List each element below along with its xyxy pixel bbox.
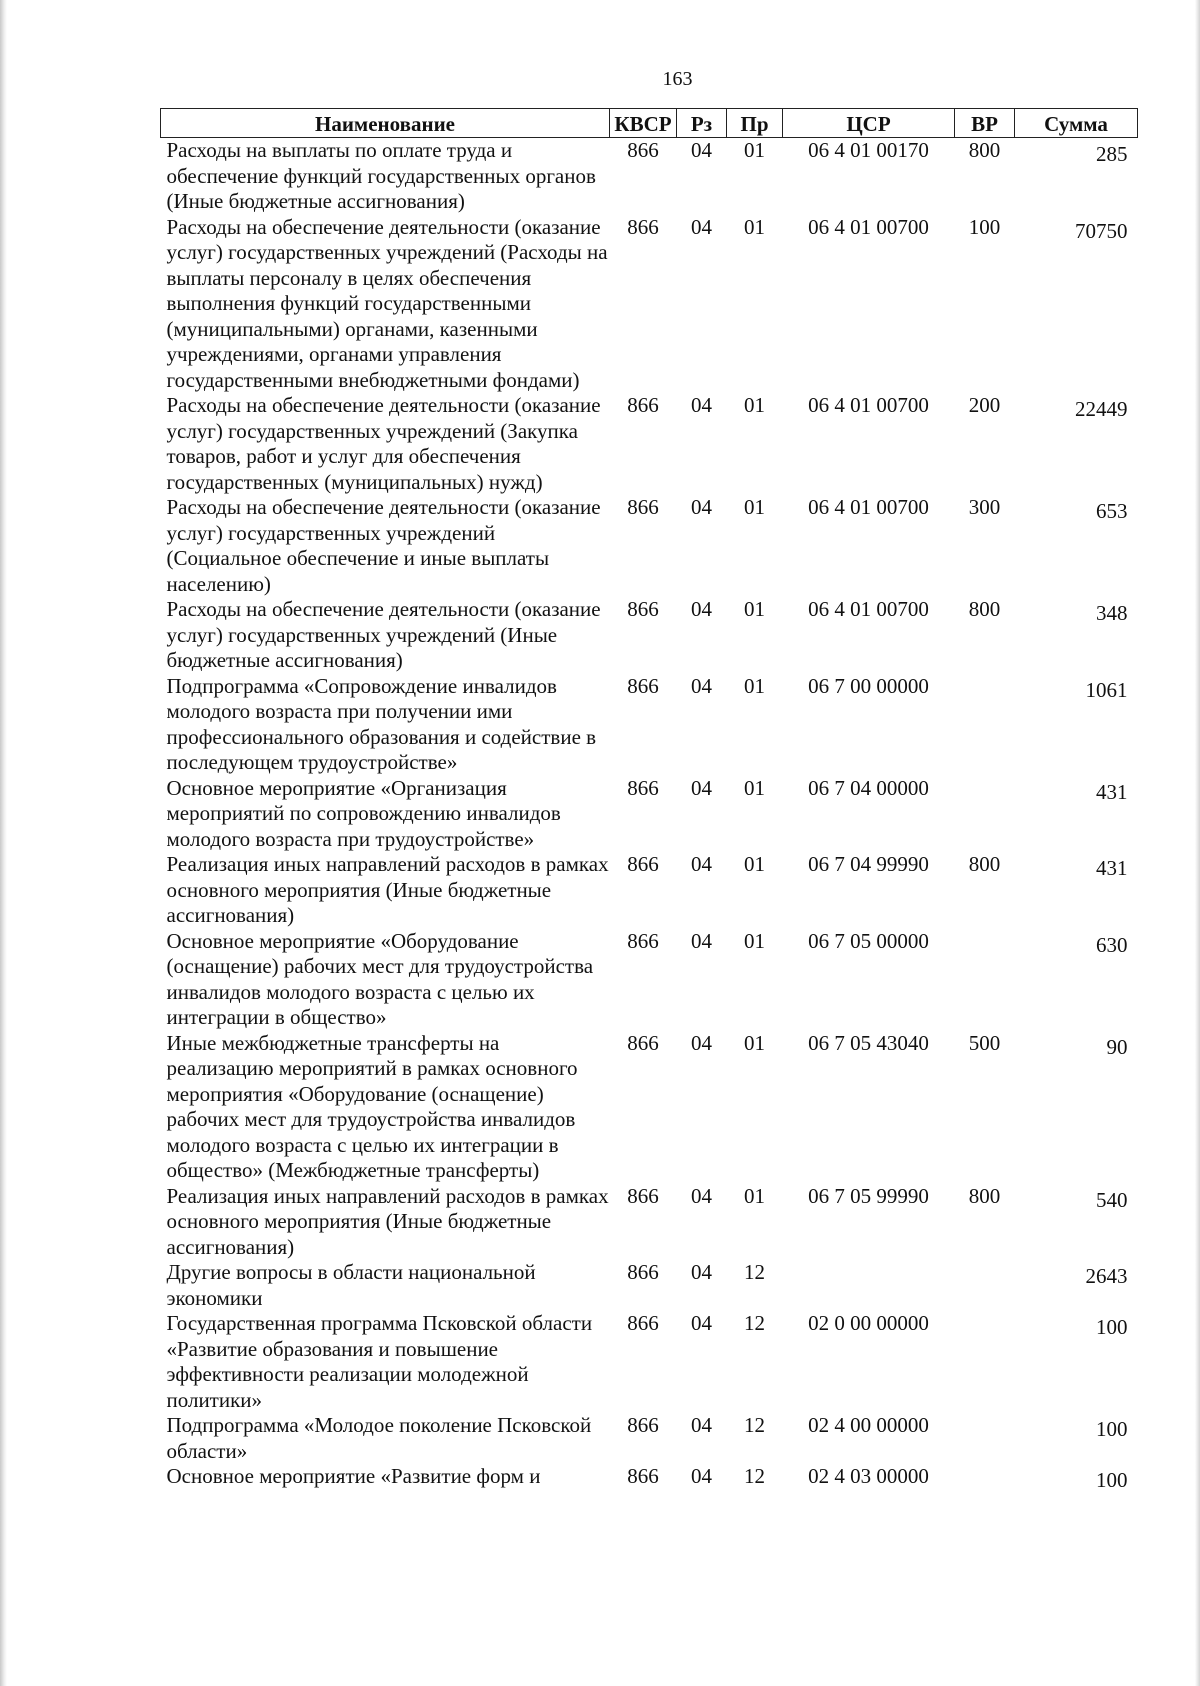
cell-vr — [955, 776, 1015, 853]
scan-edge-left — [0, 0, 7, 1686]
table-row — [161, 1464, 1138, 1494]
cell-name: Основное мероприятие «Развитие форм и — [166, 1464, 541, 1488]
cell-name: Государственная программа Псковской области «Развитие образования и повышение эффективности реализации молодежной политики» — [166, 1311, 593, 1412]
cell-sum: 431 — [1096, 779, 1128, 804]
cell-kvsr: 866 — [627, 393, 659, 417]
cell-csr: 06 4 01 00700 — [808, 495, 929, 519]
cell-csr: 06 7 04 00000 — [808, 775, 929, 800]
cell-pr: 01 — [744, 1030, 765, 1055]
cell-pr: 01 — [744, 393, 765, 417]
cell-rz: 04 — [691, 1464, 712, 1488]
cell-rz: 04 — [691, 214, 712, 239]
cell-name: Расходы на обеспечение деятельности (оказание услуг) государственных учреждений (Расходы на выплаты персоналу в целях обеспечения выполнения функций государственными (муниципальными) органами, казенными учреждениями, органами управления государственными внебюджетными фондами) — [166, 214, 608, 392]
cell-pr: 01 — [744, 138, 765, 162]
table-row — [161, 929, 1138, 1031]
cell-sum: 100 — [1096, 1468, 1128, 1492]
cell-kvsr: 866 — [627, 1311, 659, 1335]
cell-sum: 2643 — [1085, 1264, 1128, 1288]
cell-pr: 12 — [744, 1260, 765, 1284]
cell-name: Расходы на обеспечение деятельности (оказание услуг) государственных учреждений (Социальное обеспечение и иные выплаты населению) — [166, 495, 601, 596]
table-body — [161, 138, 1138, 1494]
cell-kvsr: 866 — [627, 928, 659, 953]
cell-csr: 06 4 01 00700 — [808, 393, 929, 417]
cell-pr: 01 — [744, 775, 765, 800]
cell-kvsr: 866 — [627, 214, 659, 239]
cell-name: Реализация иных направлений расходов в рамках основного мероприятия (Иные бюджетные ассигнования) — [166, 1183, 609, 1259]
cell-csr: 06 4 01 00700 — [808, 214, 929, 239]
cell-pr: 01 — [744, 852, 765, 876]
cell-csr: 06 4 01 00700 — [808, 597, 929, 621]
cell-rz: 04 — [691, 138, 712, 162]
cell-csr: 06 7 05 00000 — [808, 928, 929, 953]
cell-csr: 06 7 04 99990 — [808, 852, 929, 876]
cell-pr: 12 — [744, 1311, 765, 1335]
cell-kvsr: 866 — [627, 138, 659, 162]
cell-kvsr: 866 — [627, 775, 659, 800]
cell-name: Расходы на выплаты по оплате труда и обеспечение функций государственных органов (Иные бюджетные ассигнования) — [166, 138, 596, 213]
cell-kvsr: 866 — [627, 597, 659, 621]
cell-vr: 300 — [968, 495, 1001, 519]
cell-name: Расходы на обеспечение деятельности (оказание услуг) государственных учреждений (Закупка товаров, работ и услуг для обеспечения государственных (муниципальных) нужд) — [166, 393, 601, 494]
header-kvsr: КВСР — [610, 109, 677, 138]
cell-name: Иные межбюджетные трансферты на реализацию мероприятий в рамках основного мероприятия «Оборудование (оснащение) рабочих мест для трудоустройства инвалидов молодого возраста с целью их интеграции в общество» (Межбюджетные трансферты) — [166, 1030, 578, 1182]
cell-csr: 02 4 00 00000 — [808, 1413, 929, 1437]
cell-rz: 04 — [691, 393, 712, 417]
table-row — [161, 393, 1138, 495]
cell-csr — [783, 1260, 955, 1311]
cell-name: Другие вопросы в области национальной экономики — [166, 1260, 536, 1310]
header-vr: ВР — [955, 109, 1015, 138]
cell-kvsr: 866 — [627, 1413, 659, 1437]
cell-pr: 01 — [744, 673, 765, 698]
cell-name: Реализация иных направлений расходов в рамках основного мероприятия (Иные бюджетные ассигнования) — [166, 852, 609, 927]
cell-csr: 02 0 00 00000 — [808, 1311, 929, 1335]
cell-vr — [955, 674, 1015, 776]
cell-rz: 04 — [691, 1311, 712, 1335]
header-rz: Рз — [677, 109, 727, 138]
cell-rz: 04 — [691, 852, 712, 876]
cell-kvsr: 866 — [627, 495, 659, 519]
cell-rz: 04 — [691, 495, 712, 519]
cell-rz: 04 — [691, 673, 712, 698]
cell-sum: 653 — [1096, 499, 1128, 523]
cell-vr — [955, 1260, 1015, 1311]
cell-rz: 04 — [691, 775, 712, 800]
cell-rz: 04 — [691, 1183, 712, 1208]
table-row — [161, 1413, 1138, 1464]
cell-pr: 01 — [744, 597, 765, 621]
cell-sum: 285 — [1096, 142, 1128, 166]
cell-csr: 02 4 03 00000 — [808, 1464, 929, 1488]
cell-sum: 90 — [1106, 1034, 1128, 1059]
cell-vr — [955, 1311, 1015, 1413]
table-row — [161, 138, 1138, 215]
cell-vr: 800 — [968, 852, 1001, 876]
table-row — [161, 1184, 1138, 1261]
cell-kvsr: 866 — [627, 852, 659, 876]
page-number: 163 — [662, 68, 693, 90]
table-row — [161, 1260, 1138, 1311]
cell-sum: 100 — [1096, 1417, 1128, 1441]
cell-pr: 01 — [744, 495, 765, 519]
cell-sum: 100 — [1096, 1315, 1128, 1339]
cell-pr: 12 — [744, 1413, 765, 1437]
cell-rz: 04 — [691, 1030, 712, 1055]
cell-name: Основное мероприятие «Организация мероприятий по сопровождению инвалидов молодого возраста при трудоустройстве» — [166, 775, 561, 851]
cell-sum: 540 — [1096, 1187, 1128, 1212]
cell-csr: 06 7 05 43040 — [808, 1030, 929, 1055]
cell-name: Расходы на обеспечение деятельности (оказание услуг) государственных учреждений (Иные бюджетные ассигнования) — [166, 597, 601, 672]
header-csr: ЦСР — [783, 109, 955, 138]
table-row — [161, 776, 1138, 853]
cell-csr: 06 4 01 00170 — [808, 138, 929, 162]
cell-kvsr: 866 — [627, 673, 659, 698]
table-row — [161, 215, 1138, 394]
cell-sum: 22449 — [1075, 397, 1128, 421]
cell-vr: 100 — [968, 214, 1001, 239]
header-pr: Пр — [727, 109, 783, 138]
cell-kvsr: 866 — [627, 1260, 659, 1284]
cell-name: Подпрограмма «Сопровождение инвалидов молодого возраста при получении ими профессионального образования и содействие в последующем трудоустройстве» — [166, 673, 597, 774]
cell-kvsr: 866 — [627, 1030, 659, 1055]
cell-sum: 70750 — [1075, 218, 1128, 243]
scan-edge-right — [1195, 0, 1200, 1686]
cell-pr: 01 — [744, 1183, 765, 1208]
cell-kvsr: 866 — [627, 1183, 659, 1208]
cell-vr: 800 — [968, 138, 1001, 162]
table-row — [161, 1031, 1138, 1184]
table-row — [161, 495, 1138, 597]
cell-rz: 04 — [691, 1413, 712, 1437]
cell-sum: 1061 — [1085, 677, 1128, 702]
cell-rz: 04 — [691, 928, 712, 953]
header-sum: Сумма — [1015, 109, 1138, 138]
cell-pr: 01 — [744, 214, 765, 239]
cell-vr — [955, 929, 1015, 1031]
cell-sum: 431 — [1096, 856, 1128, 880]
table-row — [161, 852, 1138, 929]
cell-rz: 04 — [691, 597, 712, 621]
cell-vr — [955, 1413, 1015, 1464]
budget-table — [160, 108, 1138, 1494]
cell-vr — [955, 1464, 1015, 1494]
cell-sum: 630 — [1096, 932, 1128, 957]
cell-rz: 04 — [691, 1260, 712, 1284]
cell-csr: 06 7 00 00000 — [808, 673, 929, 698]
table-row — [161, 597, 1138, 674]
cell-kvsr: 866 — [627, 1464, 659, 1488]
cell-vr: 500 — [968, 1030, 1001, 1055]
cell-pr: 12 — [744, 1464, 765, 1488]
cell-vr: 800 — [968, 597, 1001, 621]
cell-sum: 348 — [1096, 601, 1128, 625]
cell-name: Подпрограмма «Молодое поколение Псковской области» — [166, 1413, 592, 1463]
cell-vr: 200 — [968, 393, 1001, 417]
table-header-row — [161, 109, 1138, 138]
table-row — [161, 674, 1138, 776]
cell-csr: 06 7 05 99990 — [808, 1183, 929, 1208]
header-name: Наименование — [161, 109, 610, 138]
cell-pr: 01 — [744, 928, 765, 953]
cell-vr: 800 — [968, 1183, 1001, 1208]
cell-name: Основное мероприятие «Оборудование (оснащение) рабочих мест для трудоустройства инвалидов молодого возраста с целью их интеграции в общество» — [166, 928, 594, 1029]
table-row — [161, 1311, 1138, 1413]
